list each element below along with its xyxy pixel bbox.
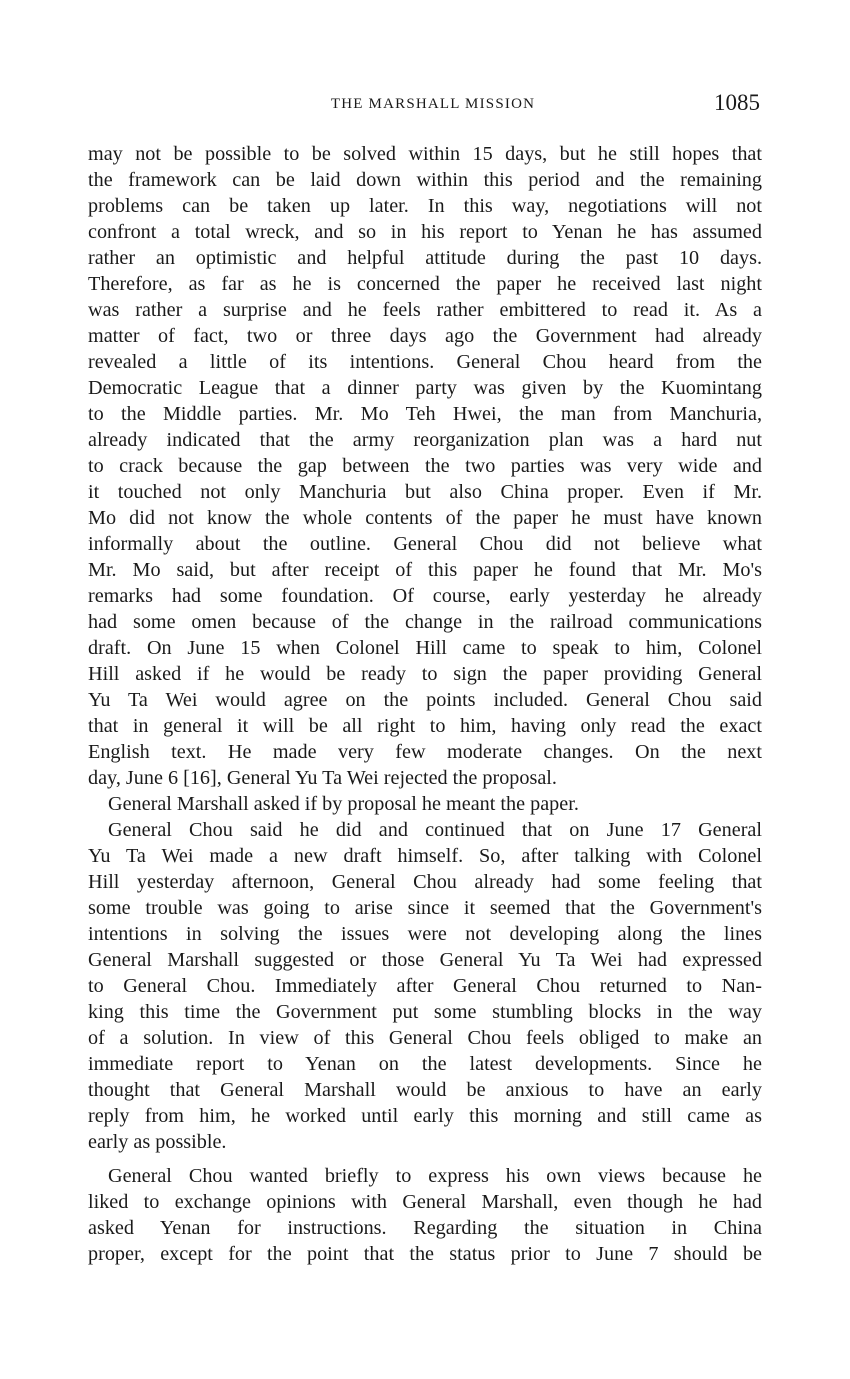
text-line: Hill yesterday afternoon, General Chou already had some feeling that — [88, 871, 762, 893]
text-line: remarks had some foundation. Of course, early yesterday he already — [88, 585, 762, 607]
text-line: problems can be taken up later. In this way, negotiations will not — [88, 195, 762, 217]
text-line: General Chou said he did and continued that on June 17 General — [108, 819, 762, 841]
text-line: may not be possible to be solved within 15 days, but he still hopes that — [88, 143, 762, 165]
text-line: day, June 6 [16], General Yu Ta Wei rejected the proposal. — [88, 767, 557, 789]
paragraph-1 — [88, 141, 762, 791]
text-line: General Marshall asked if by proposal he meant the paper. — [108, 793, 579, 815]
text-line: confront a total wreck, and so in his report to Yenan he has assumed — [88, 221, 762, 243]
running-title: THE MARSHALL MISSION — [330, 96, 536, 112]
text-line: had some omen because of the change in the railroad communications — [88, 611, 762, 633]
text-line: early as possible. — [88, 1131, 227, 1153]
text-line: matter of fact, two or three days ago the Government had already — [88, 325, 762, 347]
text-line: English text. He made very few moderate changes. On the next — [88, 741, 762, 763]
text-line: Yu Ta Wei made a new draft himself. So, after talking with Colonel — [88, 845, 762, 867]
text-line: Yu Ta Wei would agree on the points included. General Chou said — [88, 689, 762, 711]
text-line: to crack because the gap between the two parties was very wide and — [88, 455, 762, 477]
text-line: Mo did not know the whole contents of the paper he must have known — [88, 507, 762, 529]
text-line: it touched not only Manchuria but also China proper. Even if Mr. — [88, 481, 762, 503]
text-line: General Chou wanted briefly to express his own views because he — [108, 1165, 762, 1187]
text-line: Hill asked if he would be ready to sign the paper providing General — [88, 663, 762, 685]
paragraph-3 — [88, 817, 762, 1155]
text-line: some trouble was going to arise since it seemed that the Government's — [88, 897, 762, 919]
text-line: Therefore, as far as he is concerned the paper he received last night — [88, 273, 762, 295]
text-line: to General Chou. Immediately after General Chou returned to Nan- — [88, 975, 762, 997]
text-line: thought that General Marshall would be anxious to have an early — [88, 1079, 762, 1101]
text-line: proper, except for the point that the status prior to June 7 should be — [88, 1243, 762, 1265]
text-line: Democratic League that a dinner party was given by the Kuomintang — [88, 377, 762, 399]
text-line: of a solution. In view of this General Chou feels obliged to make an — [88, 1027, 762, 1049]
text-line: that in general it will be all right to him, having only read the exact — [88, 715, 762, 737]
text-line: rather an optimistic and helpful attitude during the past 10 days. — [88, 247, 762, 269]
text-line: draft. On June 15 when Colonel Hill came to speak to him, Colonel — [88, 637, 762, 659]
text-line: reply from him, he worked until early this morning and still came as — [88, 1105, 762, 1127]
text-line: already indicated that the army reorganization plan was a hard nut — [88, 429, 762, 451]
text-line: liked to exchange opinions with General Marshall, even though he had — [88, 1191, 762, 1213]
text-line: immediate report to Yenan on the latest developments. Since he — [88, 1053, 762, 1075]
text-line: asked Yenan for instructions. Regarding the situation in China — [88, 1217, 762, 1239]
paragraph-4 — [88, 1163, 762, 1267]
text-line: informally about the outline. General Chou did not believe what — [88, 533, 762, 555]
text-line: Mr. Mo said, but after receipt of this paper he found that Mr. Mo's — [88, 559, 762, 581]
text-line: to the Middle parties. Mr. Mo Teh Hwei, the man from Manchuria, — [88, 403, 762, 425]
text-line: king this time the Government put some stumbling blocks in the way — [88, 1001, 762, 1023]
text-line: intentions in solving the issues were not developing along the lines — [88, 923, 762, 945]
text-line: General Marshall suggested or those General Yu Ta Wei had expressed — [88, 949, 762, 971]
body-text — [88, 141, 762, 1267]
text-line: revealed a little of its intentions. General Chou heard from the — [88, 351, 762, 373]
text-line: the framework can be laid down within this period and the remaining — [88, 169, 762, 191]
paragraph-2 — [88, 791, 762, 817]
page-number: 1085 — [714, 90, 760, 115]
text-line: was rather a surprise and he feels rather embittered to read it. As a — [88, 299, 762, 321]
